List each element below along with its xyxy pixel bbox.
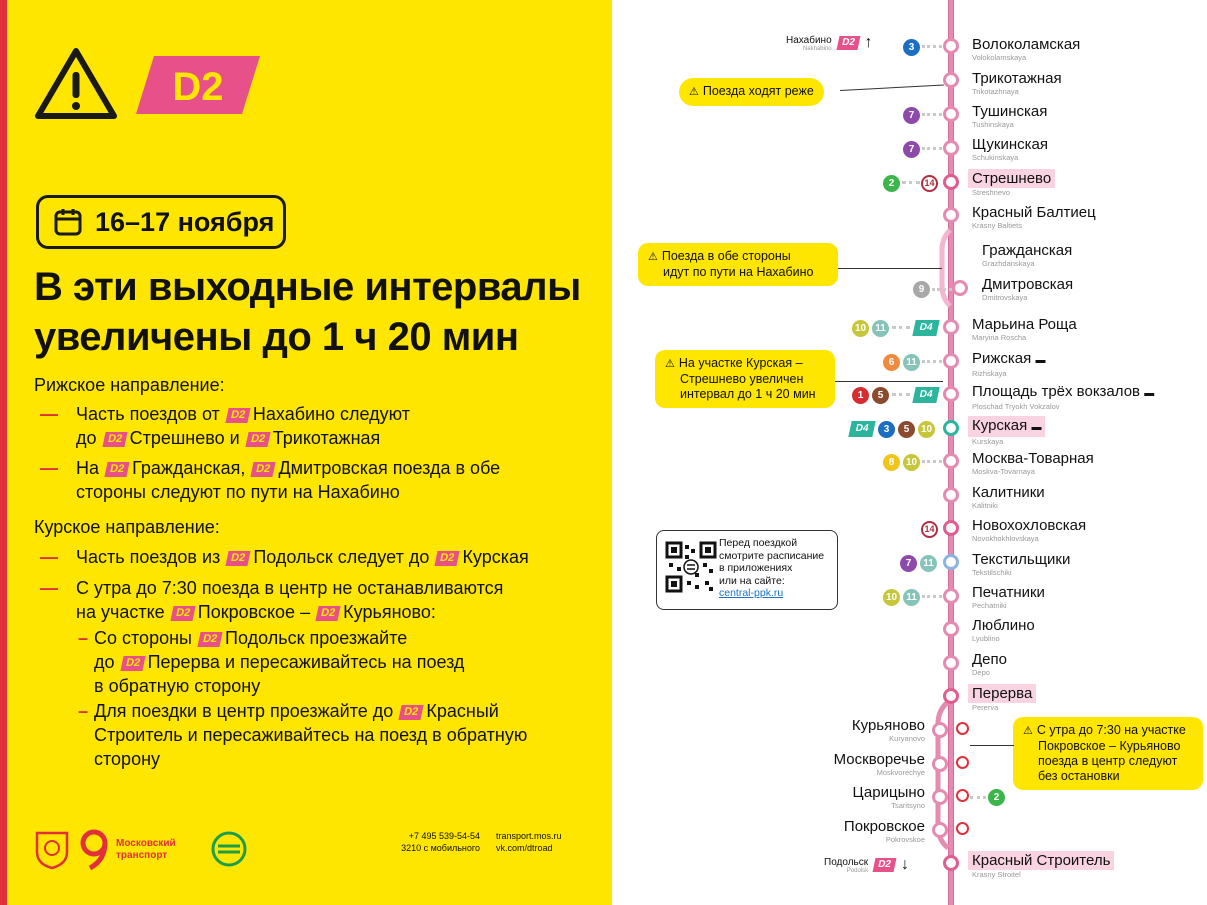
station-kuryanovo: Курьяново Kuryanovo [851,717,925,743]
station-krasny-baltiets: Красный Балтиец Krasny Baltiets [972,204,1096,230]
warning-icon: ⚠ [665,358,675,370]
transfer-line-7: 7 [903,107,920,124]
node-ploschad [943,386,959,402]
callout-interval-increase: ⚠ На участке Курская – Стрешнево увеличен интервал до 1 ч 20 мин [655,350,835,408]
node-pokrovskoe [932,822,948,838]
kursk-bullet-2: — С утра до 7:30 поезда в центр не останавливаются на участке D2 Покровское – D2 Курьяново: [40,578,504,622]
station-grazhdanskaya: Гражданская Grazhdanskaya [982,242,1073,268]
station-volokolamskaya: Волоколамская Volokolamskaya [972,36,1081,62]
no-stop-icon [956,756,969,769]
moscow-coat-of-arms-icon [34,830,70,870]
transfer-line-6: 6 [883,354,900,371]
svg-text:D2: D2 [172,65,224,109]
node-krasny-baltiets [943,207,959,223]
node-rizhskaya [943,353,959,369]
transfer-line-3: 3 [878,421,895,438]
callout-connector [970,745,1014,746]
station-pokrovskoe: Покровское Pokrovskoe [843,818,925,844]
callout-no-stops: ⚠ С утра до 7:30 на участке Покровское – Курьяново поезда в центр следуют без остановки [1013,717,1203,790]
node-maryina-roscha [943,319,959,335]
transfer-line-5: 5 [898,421,915,438]
callout-both-directions: ⚠ Поезда в обе стороны идут по пути на Нахабино [638,243,838,286]
kursk-subbullet-1: – Со стороны D2 Подольск проезжайте до D2 Перерва и пересаживайтесь на поезд в обратную сторону [78,628,465,696]
train-icon: ▬ [1031,422,1042,433]
station-lyublino: Люблино Lyublino [972,617,1035,643]
transfer-line-3: 3 [903,39,920,56]
warning-icon: ⚠ [648,251,658,263]
train-icon: ▬ [1035,355,1046,366]
schedule-link[interactable]: central-ppk.ru [719,587,784,599]
station-dmitrovskaya: Дмитровская Dmitrovskaya [982,276,1074,302]
node-moskva-tovarnaya [943,453,959,469]
no-stop-icon [956,822,969,835]
station-depo: Депо Depo [972,651,1007,677]
kursk-section-title: Курское направление: [34,517,220,537]
station-rizhskaya: Рижская ▬ Rizhskaya [972,350,1046,378]
node-novokhokhlovskaya [943,520,959,536]
calendar-icon [53,207,83,237]
transfer-line-10: 10 [903,454,920,471]
node-pererva [943,688,959,704]
railways-logo-icon [210,830,248,868]
qr-code-icon[interactable] [665,541,717,593]
warning-icon: ⚠ [689,86,699,98]
headline: В эти выходные интервалы увеличены до 1 ч 20 мин [34,265,581,359]
transfer-line-11: 11 [903,354,920,371]
callout-connector [835,381,943,382]
node-tushinskaya [943,106,959,122]
transfer-line-7: 7 [900,555,917,572]
node-depo [943,655,959,671]
node-pechatniki [943,588,959,604]
transfer-line-7: 7 [903,141,920,158]
node-streshnevo [943,174,959,190]
train-icon: ▬ [1144,388,1155,399]
callout-trains-less-frequent: ⚠ Поезда ходят реже [679,78,824,106]
station-trikotazhnaya: Трикотажная Trikotazhnaya [972,70,1062,96]
node-tsaritsyno [932,789,948,805]
station-streshnevo: Стрешнево Streshnevo [972,169,1055,197]
station-tushinskaya: Тушинская Tushinskaya [972,103,1048,129]
station-krasny-stroitel: Красный Строитель Krasny Stroitel [972,851,1114,879]
station-pererva: Перерва Pererva [972,684,1036,712]
station-tsaritsyno: Царицыно Tsaritsyno [852,784,925,810]
transfer-line-2: 2 [988,789,1005,806]
station-kalitniki: Калитники Kalitniki [972,484,1045,510]
transfer-d4: D4 [912,320,939,336]
no-stop-icon [956,789,969,802]
date-box [36,195,286,249]
moscow-transport-logo-icon [76,828,112,870]
qr-info-box [656,530,838,610]
node-schukinskaya [943,140,959,156]
red-edge-strip [0,0,7,905]
date-text: 16–17 ноября [95,206,275,237]
warning-icon [34,46,118,122]
node-lyublino [943,621,959,637]
transfer-line-11: 11 [903,589,920,606]
terminal-podolsk: Подольск Podolsk D2 ↓ [824,856,909,874]
node-dmitrovskaya [952,280,968,296]
arrow-up-icon: ↑ [864,34,873,51]
node-krasny-stroitel [943,855,959,871]
station-moskvorechye: Москворечье Moskvorechye [833,751,925,777]
transfer-line-10: 10 [852,320,869,337]
brand-name: Московский транспорт [116,838,176,861]
site-block: transport.mos.ru vk.com/dtroad [496,831,562,853]
riga-bullet-2: — На D2 Гражданская, D2 Дмитровская поезда в обе стороны следуют по пути на Нахабино [40,458,501,502]
node-moskvorechye [932,756,948,772]
terminal-nakhabino: Нахабино Nakhabino D2 ↑ [786,34,873,52]
transfer-line-2: 2 [883,175,900,192]
no-stop-icon [956,722,969,735]
riga-section-title: Рижское направление: [34,375,225,395]
transfer-line-8: 8 [883,454,900,471]
transfer-d4: D4 [912,387,939,403]
station-pechatniki: Печатники Pechatniki [972,584,1045,610]
node-tekstilschiki [943,554,959,570]
d2-line-badge [136,56,260,114]
kursk-bullet-1: — Часть поездов из D2 Подольск следует до D2 Курская [40,547,529,567]
transfer-line-9: 9 [913,281,930,298]
transfer-line-11: 11 [872,320,889,337]
node-trikotazhnaya [943,72,959,88]
transfer-line-5: 5 [872,387,889,404]
node-kurskaya [943,420,959,436]
station-maryina-roscha: Марьина Роща Maryina Roscha [972,316,1077,342]
transfer-d4: D4 [848,421,875,437]
node-volokolamskaya [943,38,959,54]
station-moskva-tovarnaya: Москва-Товарная Moskva-Tovarnaya [972,450,1094,476]
transfer-line-14: 14 [921,175,938,192]
station-tekstilschiki: Текстильщики Tekstilschiki [972,551,1071,577]
node-kuryanovo [932,722,948,738]
arrow-down-icon: ↓ [900,856,909,873]
qr-text: Перед поездкой смотрите расписание в приложениях или на сайте: central-ppk.ru [719,537,825,599]
phone-block: +7 495 539-54-54 3210 с мобильного [401,831,480,853]
callout-connector [838,268,942,269]
station-ploschad: Площадь трёх вокзалов ▬ Ploschad Tryokh Vokzalov [972,383,1155,411]
station-novokhokhlovskaya: Новохохловская Novokhokhlovskaya [972,517,1087,543]
node-kalitniki [943,487,959,503]
warning-icon: ⚠ [1023,725,1033,737]
station-kurskaya: Курская ▬ Kurskaya [972,416,1045,446]
transfer-line-11: 11 [920,555,937,572]
callout-connector [840,85,944,91]
transfer-line-1: 1 [852,387,869,404]
transfer-line-10: 10 [918,421,935,438]
transfer-line-14: 14 [921,521,938,538]
transfer-line-10: 10 [883,589,900,606]
station-schukinskaya: Щукинская Schukinskaya [972,136,1048,162]
riga-bullet-1: — Часть поездов от D2 Нахабино следуют до D2 Стрешнево и D2 Трикотажная [40,404,410,448]
kursk-subbullet-2: – Для поездки в центр проезжайте до D2 Красный Строитель и пересаживайтесь на поезд в обратную сторону [78,701,528,769]
